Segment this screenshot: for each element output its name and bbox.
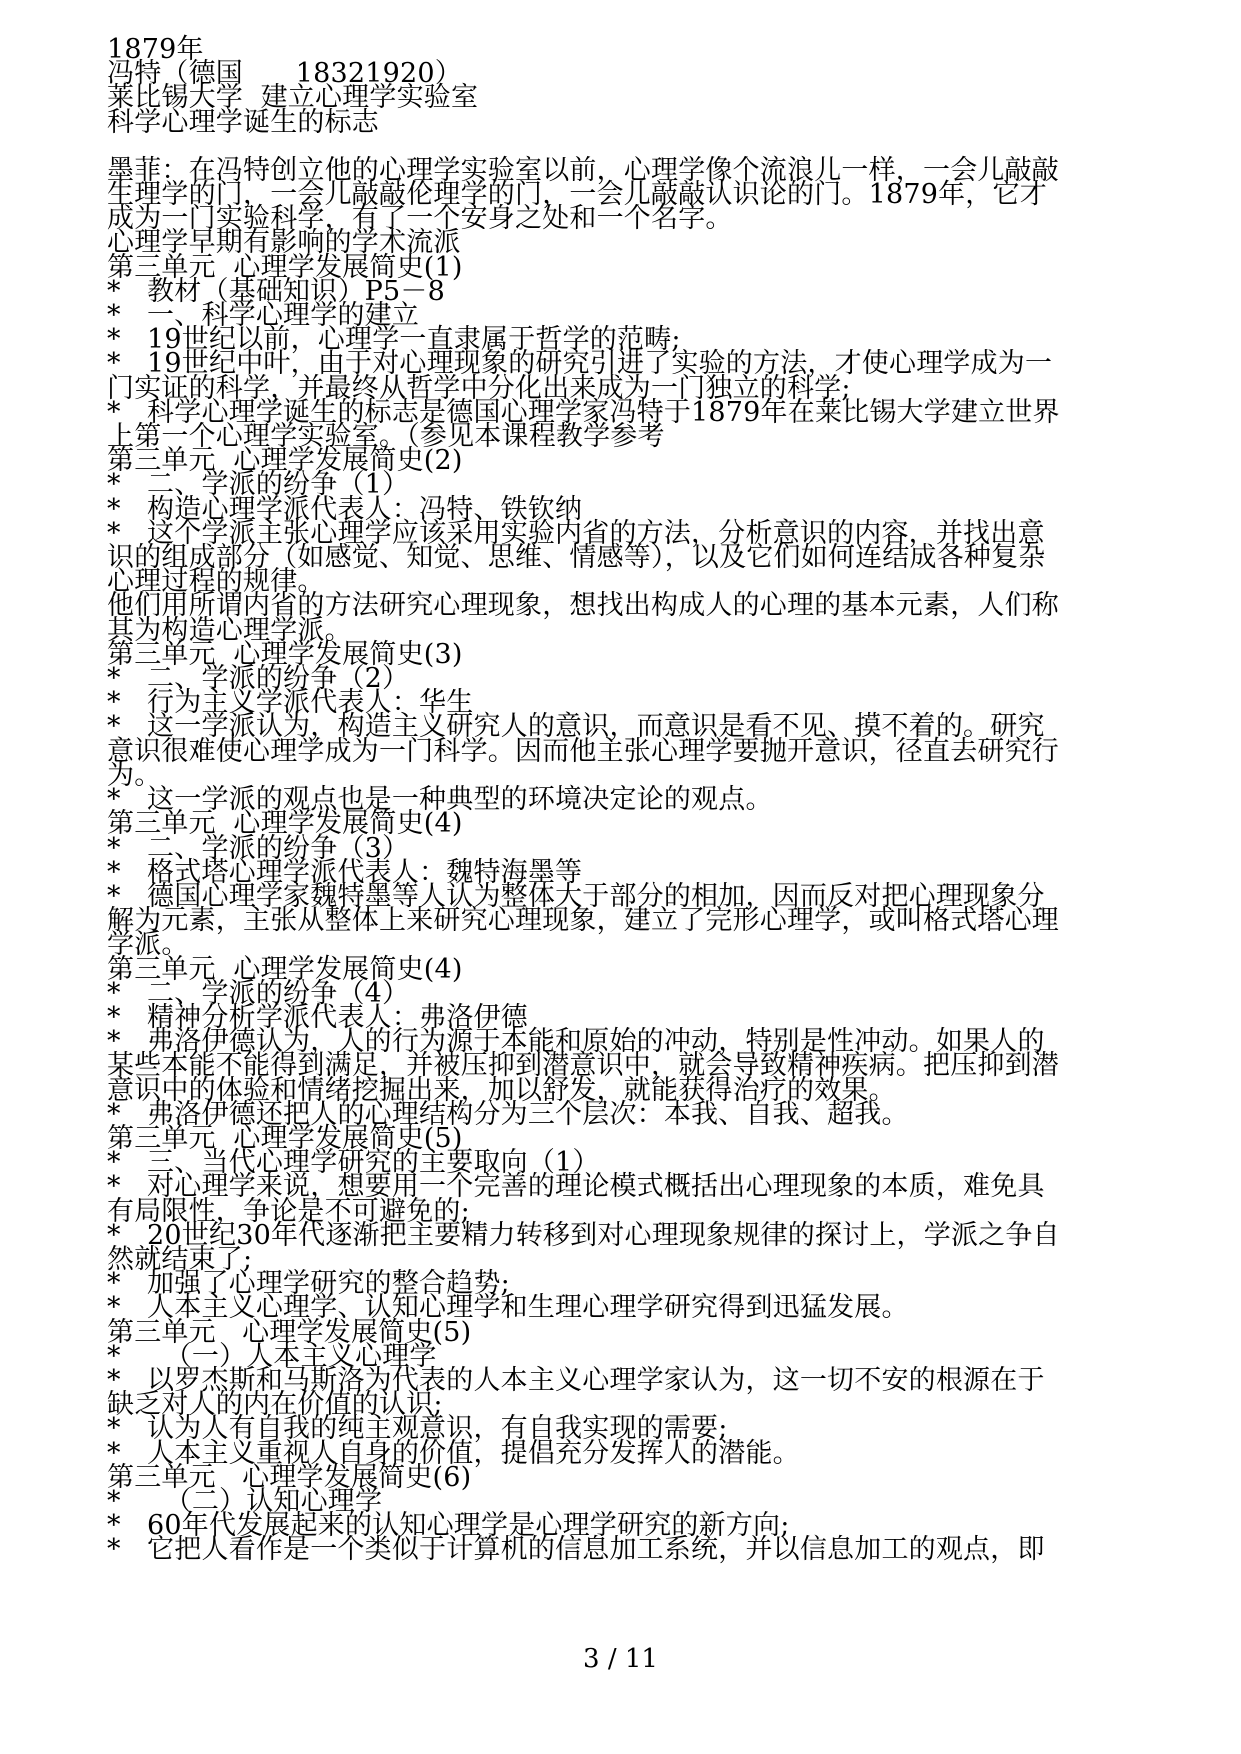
body-line: * 20世纪30年代逐渐把主要精力转移到对心理现象规律的探讨上，学派之争自 (107, 1219, 1060, 1251)
body-line: * 这一学派的观点也是一种典型的环境决定论的观点。 (107, 784, 773, 816)
body-line: 学派。 (107, 929, 189, 961)
body-line: * 对心理学来说，想要用一个完善的理论模式概括出心理现象的本质，难免具 (107, 1171, 1045, 1203)
body-line: * 人本主义重视人自身的价值，提倡充分发挥人的潜能。 (107, 1437, 800, 1469)
body-line: * 二、学派的纷争（3） (107, 832, 410, 864)
body-line: * 它把人看作是一个类似于计算机的信息加工系统，并以信息加工的观点，即 (107, 1534, 1045, 1566)
body-line: * 这一学派认为，构造主义研究人的意识，而意识是看不见、摸不着的。研究 (107, 711, 1045, 743)
body-line: 第三单元 心理学发展简史(4) (107, 953, 463, 985)
body-line: * 三、当代心理学研究的主要取向（1） (107, 1147, 600, 1179)
body-line: 心理学早期有影响的学术流派 (107, 227, 461, 259)
body-line: * 弗洛伊德认为，人的行为源于本能和原始的冲动，特别是性冲动。如果人的 (107, 1026, 1045, 1058)
body-line: * 格式塔心理学派代表人：魏特海墨等 (107, 856, 583, 888)
header-line: 1879年 (107, 34, 204, 65)
body-line: * 弗洛伊德还把人的心理结构分为三个层次：本我、自我、超我。 (107, 1098, 909, 1130)
body-line: 有局限性，争论是不可避免的; (107, 1195, 470, 1227)
body-line: * 认为人有自我的纯主观意识，有自我实现的需要; (107, 1413, 728, 1445)
header-line: 科学心理学诞生的标志 (107, 106, 379, 138)
body-line: 心理过程的规律。 (107, 566, 325, 598)
body-text (107, 154, 1137, 1566)
body-line: * 二、学派的纷争（4） (107, 977, 410, 1009)
body-line: * 德国心理学家魏特墨等人认为整体大于部分的相加，因而反对把心理现象分 (107, 880, 1045, 912)
document-page (107, 34, 1137, 1566)
body-line: 第三单元 心理学发展简史(5) (107, 1122, 463, 1154)
page-number: 3 / 11 (583, 1644, 658, 1674)
body-line: 第三单元 心理学发展简史(1) (107, 251, 463, 283)
body-line: 解为元素，主张从整体上来研究心理现象，建立了完形心理学，或叫格式塔心理 (107, 905, 1059, 937)
body-line: * 精神分析学派代表人：弗洛伊德 (107, 1001, 528, 1033)
body-line: * 以罗杰斯和马斯洛为代表的人本主义心理学家认为，这一切不安的根源在于 (107, 1364, 1045, 1396)
body-line: 门实证的科学，并最终从哲学中分化出来成为一门独立的科学; (107, 372, 851, 404)
body-line: * 构造心理学派代表人：冯特、铁钦纳 (107, 493, 583, 525)
body-line: * （二）认知心理学 (107, 1485, 383, 1517)
body-line: 缺乏对人的内在价值的认识; (107, 1389, 443, 1421)
body-line: * 二、学派的纷争（2） (107, 663, 410, 695)
body-line: 第三单元 心理学发展简史(6) (107, 1461, 472, 1493)
body-line: 第三单元 心理学发展简史(2) (107, 445, 463, 477)
body-line: 识的组成部分（如感觉、知觉、思维、情感等），以及它们如何连结成各种复杂 (107, 542, 1046, 574)
body-line: * 人本主义心理学、认知心理学和生理心理学研究得到迅猛发展。 (107, 1292, 909, 1324)
body-line: * 教材（基础知识）P5－8 (107, 275, 445, 307)
body-line: 成为一门实验科学，有了一个安身之处和一个名字。 (107, 203, 733, 235)
body-line: 生理学的门，一会儿敲敲伦理学的门，一会儿敲敲认识论的门。1879年，它才 (107, 179, 1047, 211)
body-line: 第三单元 心理学发展简史(4) (107, 808, 463, 840)
body-line: * （一）人本主义心理学 (107, 1340, 437, 1372)
body-line: 第三单元 心理学发展简史(3) (107, 638, 463, 670)
body-line: 意识很难使心理学成为一门科学。因而他主张心理学要抛开意识，径直去研究行 (107, 735, 1059, 767)
body-line: 意识中的体验和情绪挖掘出来，加以舒发，就能获得治疗的效果。 (107, 1074, 896, 1106)
header-line: 冯特（德国 18321920） (107, 58, 462, 90)
body-line: * 科学心理学诞生的标志是德国心理学家冯特于1879年在莱比锡大学建立世界 (107, 396, 1060, 428)
body-line: 第三单元 心理学发展简史(5) (107, 1316, 472, 1348)
body-line: * 行为主义学派代表人：华生 (107, 687, 474, 719)
body-line: 为。 (107, 759, 162, 791)
body-line: * 一、科学心理学的建立 (107, 300, 420, 332)
header-block (107, 34, 1137, 138)
body-line: * 60年代发展起来的认知心理学是心理学研究的新方向; (107, 1510, 790, 1542)
body-line: * 这个学派主张心理学应该采用实验内省的方法，分析意识的内容，并找出意 (107, 517, 1045, 549)
body-line: * 19世纪以前，心理学一直隶属于哲学的范畴; (107, 324, 681, 356)
body-line: * 19世纪中叶，由于对心理现象的研究引进了实验的方法，才使心理学成为一 (107, 348, 1053, 380)
body-line: 上第一个心理学实验室。（参见本课程教学参考 (107, 421, 665, 453)
body-line: 然就结束了; (107, 1243, 253, 1275)
body-line: 其为构造心理学派。 (107, 614, 352, 646)
body-line: * 二、学派的纷争（1） (107, 469, 410, 501)
body-line: 他们用所谓内省的方法研究心理现象，想找出构成人的心理的基本元素，人们称 (107, 590, 1059, 622)
body-line: * 加强了心理学研究的整合趋势; (107, 1268, 510, 1300)
body-line: 某些本能不能得到满足，并被压抑到潜意识中，就会导致精神疾病。把压抑到潜 (107, 1050, 1059, 1082)
body-line: 墨菲：在冯特创立他的心理学实验室以前，心理学像个流浪儿一样，一会儿敲敲 (107, 154, 1059, 186)
header-line: 莱比锡大学 建立心理学实验室 (107, 82, 479, 114)
